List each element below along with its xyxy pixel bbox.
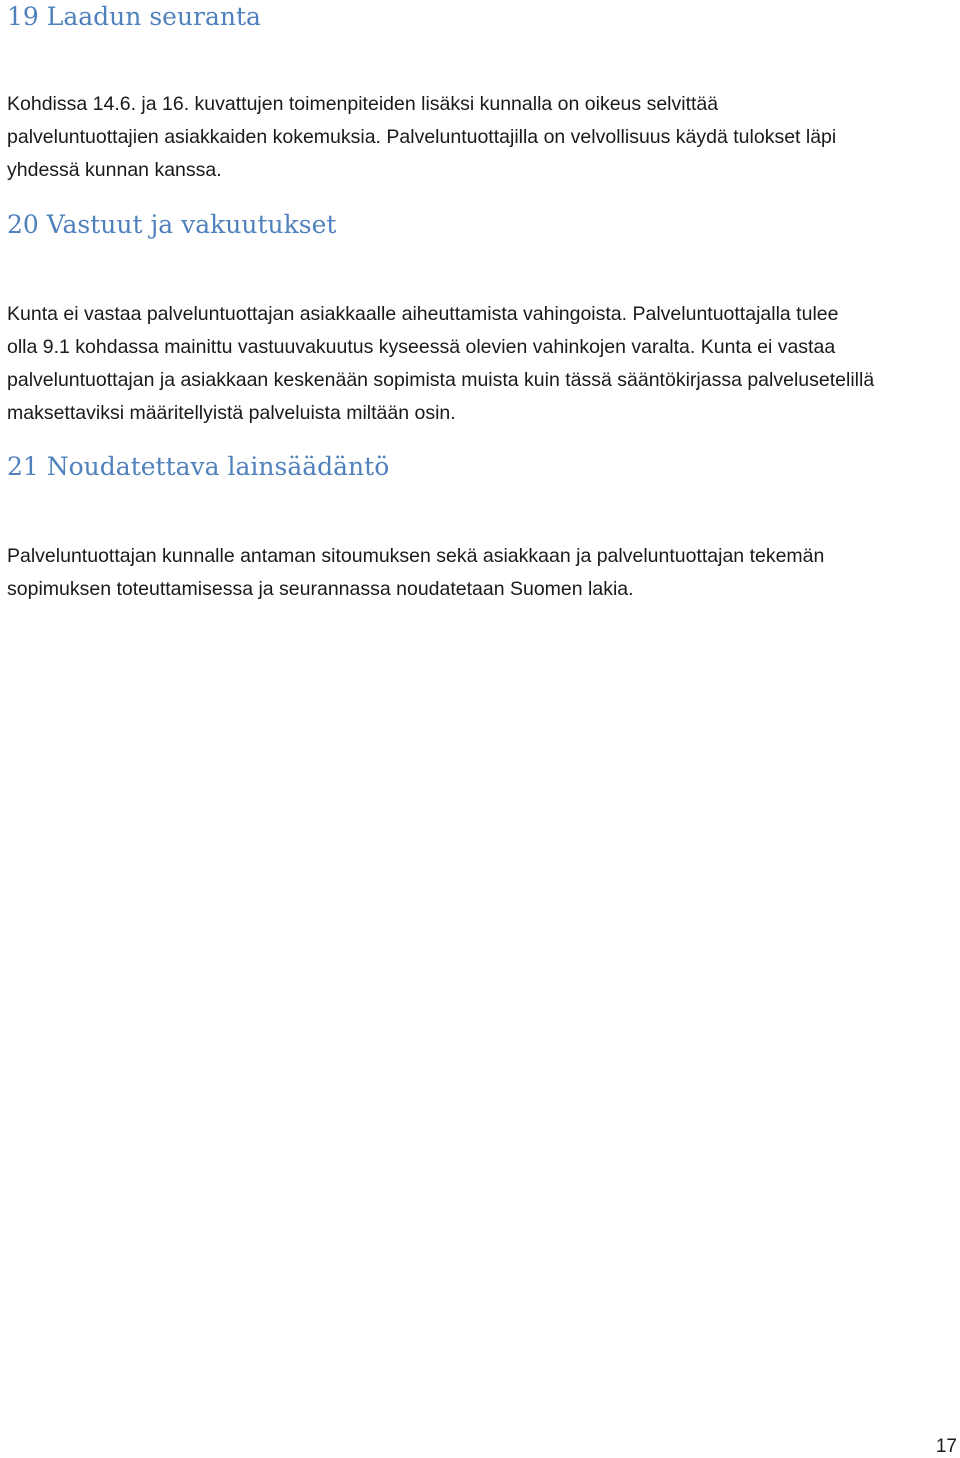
- paragraph-line: Kunta ei vastaa palveluntuottajan asiakkaalle aiheuttamista vahingoista. Palveluntuottajalla tulee: [7, 303, 839, 325]
- section-21-heading: 21 Noudatettava lainsäädäntö: [7, 452, 390, 481]
- section-20-heading: 20 Vastuut ja vakuutukset: [7, 210, 337, 239]
- section-20-paragraph: [7, 298, 874, 430]
- paragraph-line: Palveluntuottajan kunnalle antaman sitoumuksen sekä asiakkaan ja palveluntuottajan tekemän: [7, 545, 825, 567]
- section-21-paragraph: [7, 540, 824, 606]
- page-number: 17: [935, 1436, 957, 1457]
- paragraph-line: olla 9.1 kohdassa mainittu vastuuvakuutus kyseessä olevien vahinkojen varalta. Kunta ei vastaa: [7, 336, 836, 358]
- paragraph-line: Kohdissa 14.6. ja 16. kuvattujen toimenpiteiden lisäksi kunnalla on oikeus selvittää: [7, 93, 719, 115]
- paragraph-line: palveluntuottajien asiakkaiden kokemuksia. Palveluntuottajilla on velvollisuus käydä tulokset läpi: [7, 126, 837, 148]
- paragraph-line: yhdessä kunnan kanssa.: [7, 159, 222, 181]
- paragraph-line: maksettaviksi määritellyistä palveluista miltään osin.: [7, 402, 456, 424]
- paragraph-line: sopimuksen toteuttamisessa ja seurannassa noudatetaan Suomen lakia.: [7, 578, 634, 600]
- section-19-paragraph: [7, 88, 836, 187]
- paragraph-line: palveluntuottajan ja asiakkaan keskenään sopimista muista kuin tässä sääntökirjassa palvelusetelillä: [7, 369, 875, 391]
- section-19-heading: 19 Laadun seuranta: [7, 2, 261, 31]
